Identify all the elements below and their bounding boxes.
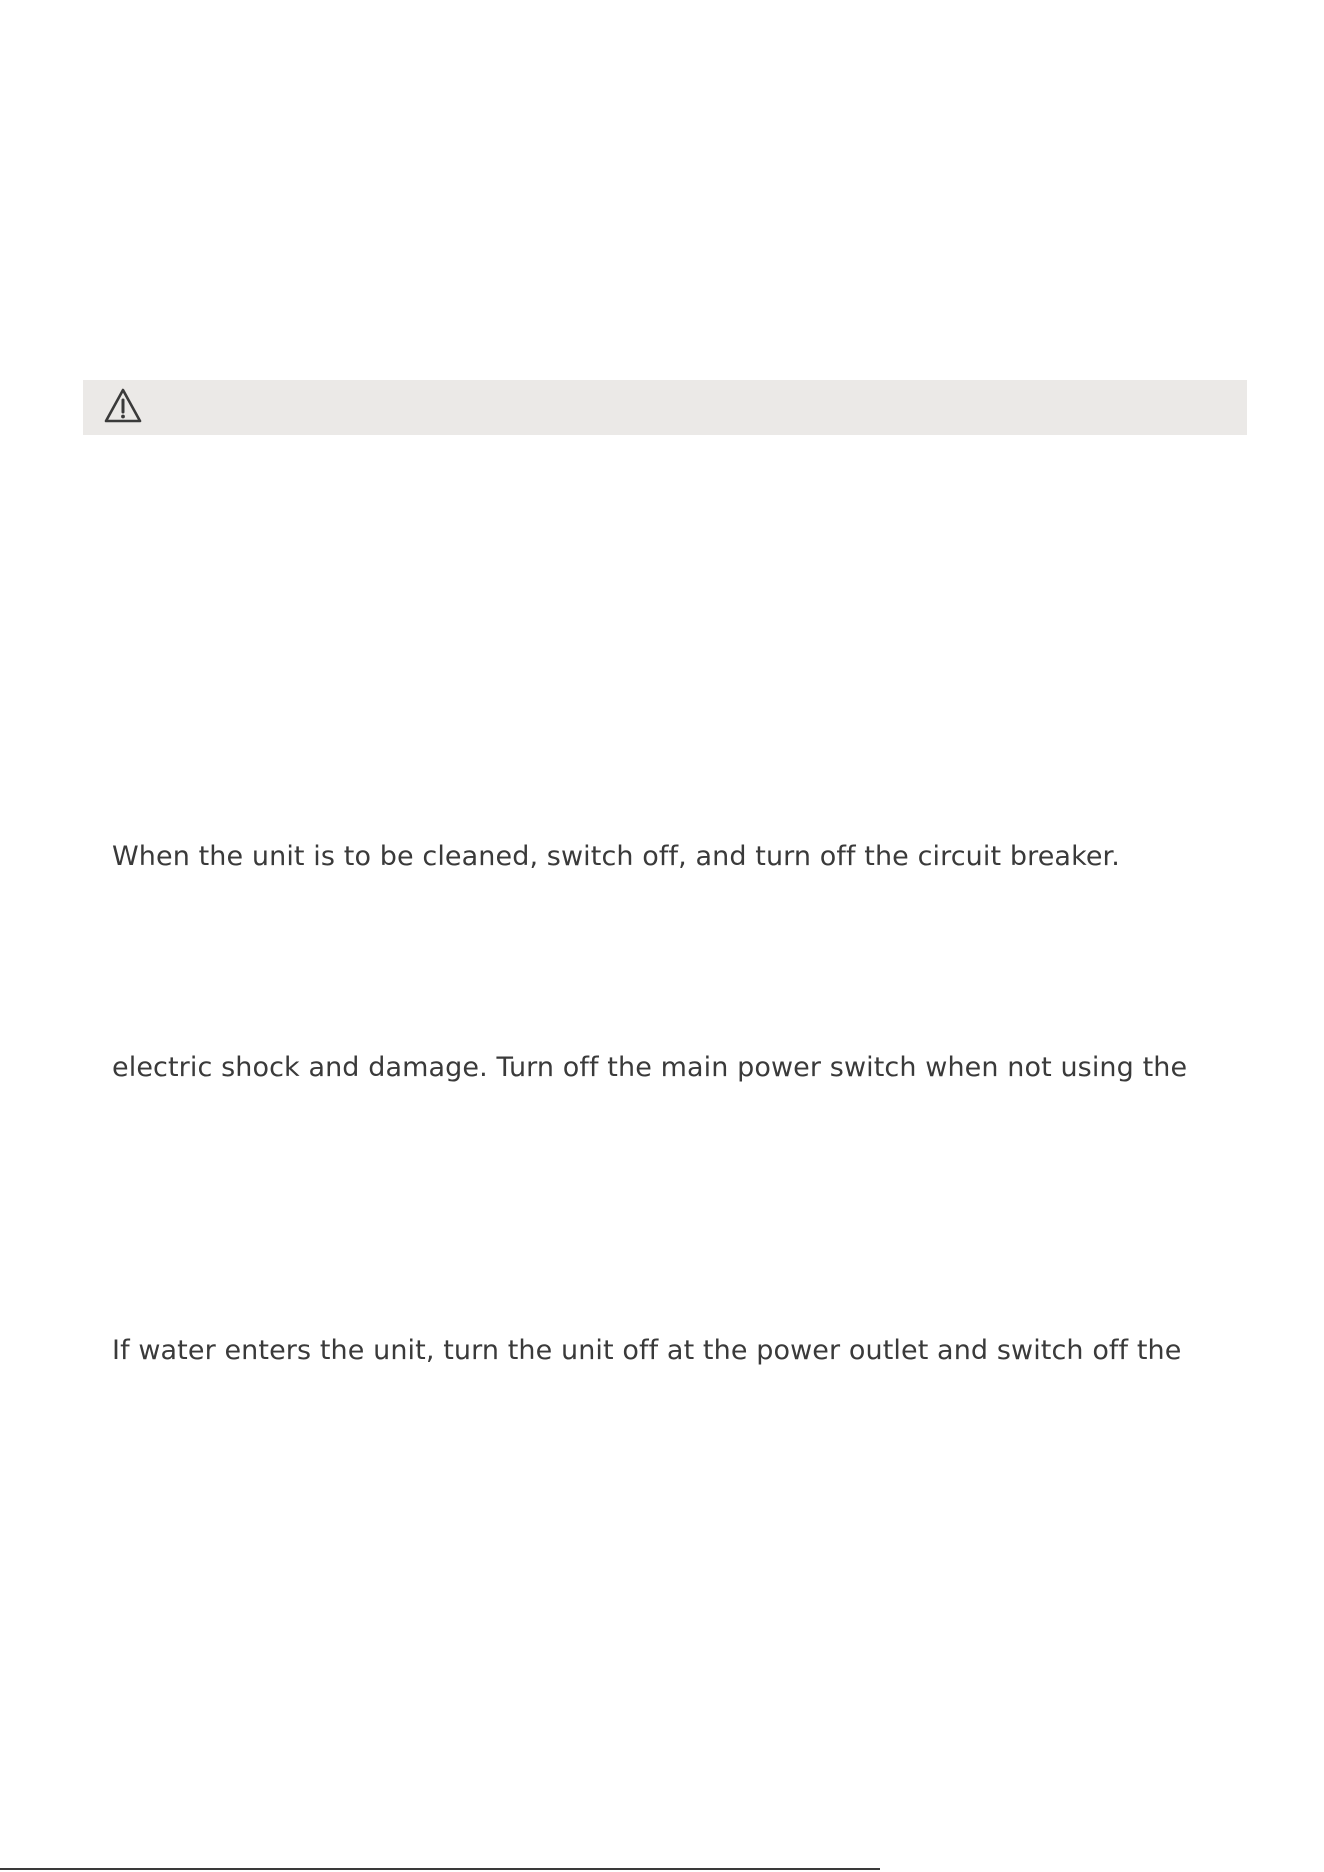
warning-banner bbox=[83, 380, 1247, 435]
footer-divider bbox=[0, 1868, 880, 1870]
warning-triangle-icon bbox=[103, 387, 143, 425]
paragraph-electric-shock-notice: electric shock and damage. Turn off the main power switch when not using the bbox=[112, 1052, 1188, 1083]
paragraph-water-notice: If water enters the unit, turn the unit off at the power outlet and switch off the bbox=[112, 1335, 1182, 1366]
paragraph-cleaning-notice: When the unit is to be cleaned, switch off, and turn off the circuit breaker. bbox=[112, 841, 1120, 872]
